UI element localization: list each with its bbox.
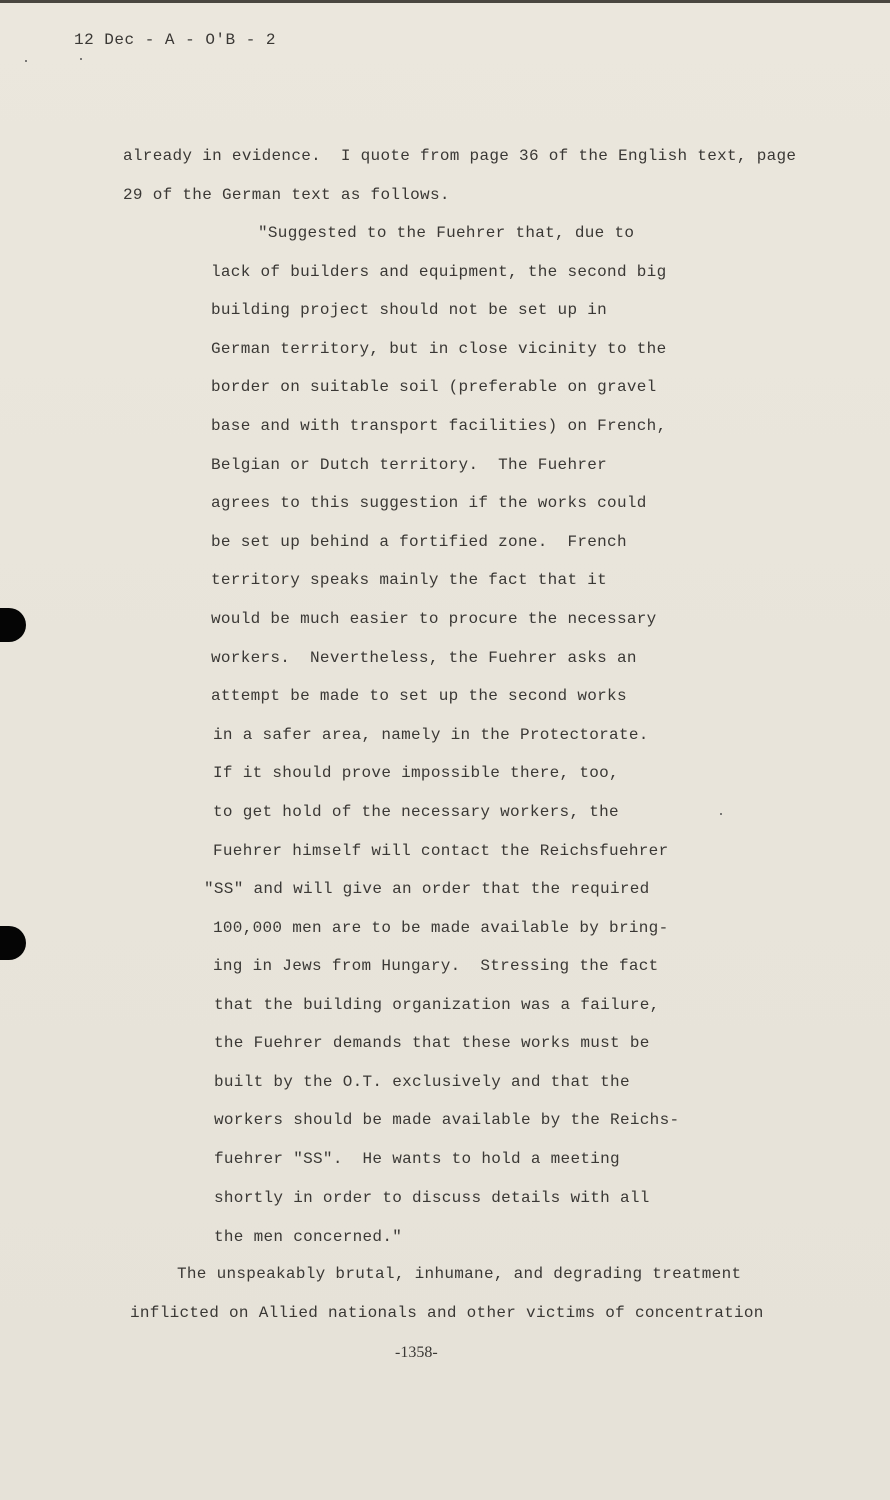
punch-hole (0, 926, 26, 960)
paper-speck (80, 58, 82, 60)
page-top-edge (0, 0, 890, 3)
quote-line: "SS" and will give an order that the required (204, 880, 650, 898)
quote-line: would be much easier to procure the necessary (211, 610, 657, 628)
quote-line: German territory, but in close vicinity to the (211, 340, 667, 358)
quote-line: workers. Nevertheless, the Fuehrer asks an (211, 649, 637, 667)
quote-line: workers should be made available by the Reichs- (214, 1111, 680, 1129)
quote-line: agrees to this suggestion if the works could (211, 494, 647, 512)
page-number: -1358- (395, 1344, 438, 1361)
quote-line: in a safer area, namely in the Protectorate. (213, 726, 649, 744)
quote-line: attempt be made to set up the second works (211, 687, 627, 705)
quote-line: built by the O.T. exclusively and that the (214, 1073, 630, 1091)
quote-line: Fuehrer himself will contact the Reichsfuehrer (213, 842, 669, 860)
page-reference-header: 12 Dec - A - O'B - 2 (74, 31, 277, 49)
punch-hole (0, 608, 26, 642)
quote-line: territory speaks mainly the fact that it (211, 571, 608, 589)
closing-line: inflicted on Allied nationals and other victims of concentration (130, 1304, 764, 1322)
closing-line: The unspeakably brutal, inhumane, and degrading treatment (177, 1265, 742, 1283)
quote-line: shortly in order to discuss details with all (214, 1189, 650, 1207)
quote-line: If it should prove impossible there, too, (213, 764, 619, 782)
quote-line: building project should not be set up in (211, 301, 608, 319)
intro-line: already in evidence. I quote from page 36 of the English text, page (123, 147, 797, 165)
paper-speck (720, 813, 722, 815)
quote-line: border on suitable soil (preferable on gravel (211, 378, 657, 396)
quote-line: 100,000 men are to be made available by bring- (213, 919, 669, 937)
quote-line: base and with transport facilities) on French, (211, 417, 667, 435)
quote-line: that the building organization was a failure, (214, 996, 660, 1014)
quote-line: the Fuehrer demands that these works must be (214, 1034, 650, 1052)
quote-line: be set up behind a fortified zone. French (211, 533, 627, 551)
intro-line: 29 of the German text as follows. (123, 186, 450, 204)
quote-line: to get hold of the necessary workers, the (213, 803, 619, 821)
quote-line: lack of builders and equipment, the second big (211, 263, 667, 281)
paper-speck (25, 60, 27, 62)
quote-line: the men concerned." (214, 1228, 403, 1246)
quote-line: Belgian or Dutch territory. The Fuehrer (211, 456, 608, 474)
quote-line: ing in Jews from Hungary. Stressing the fact (213, 957, 659, 975)
quote-line: fuehrer "SS". He wants to hold a meeting (214, 1150, 620, 1168)
quote-line: "Suggested to the Fuehrer that, due to (258, 224, 635, 242)
